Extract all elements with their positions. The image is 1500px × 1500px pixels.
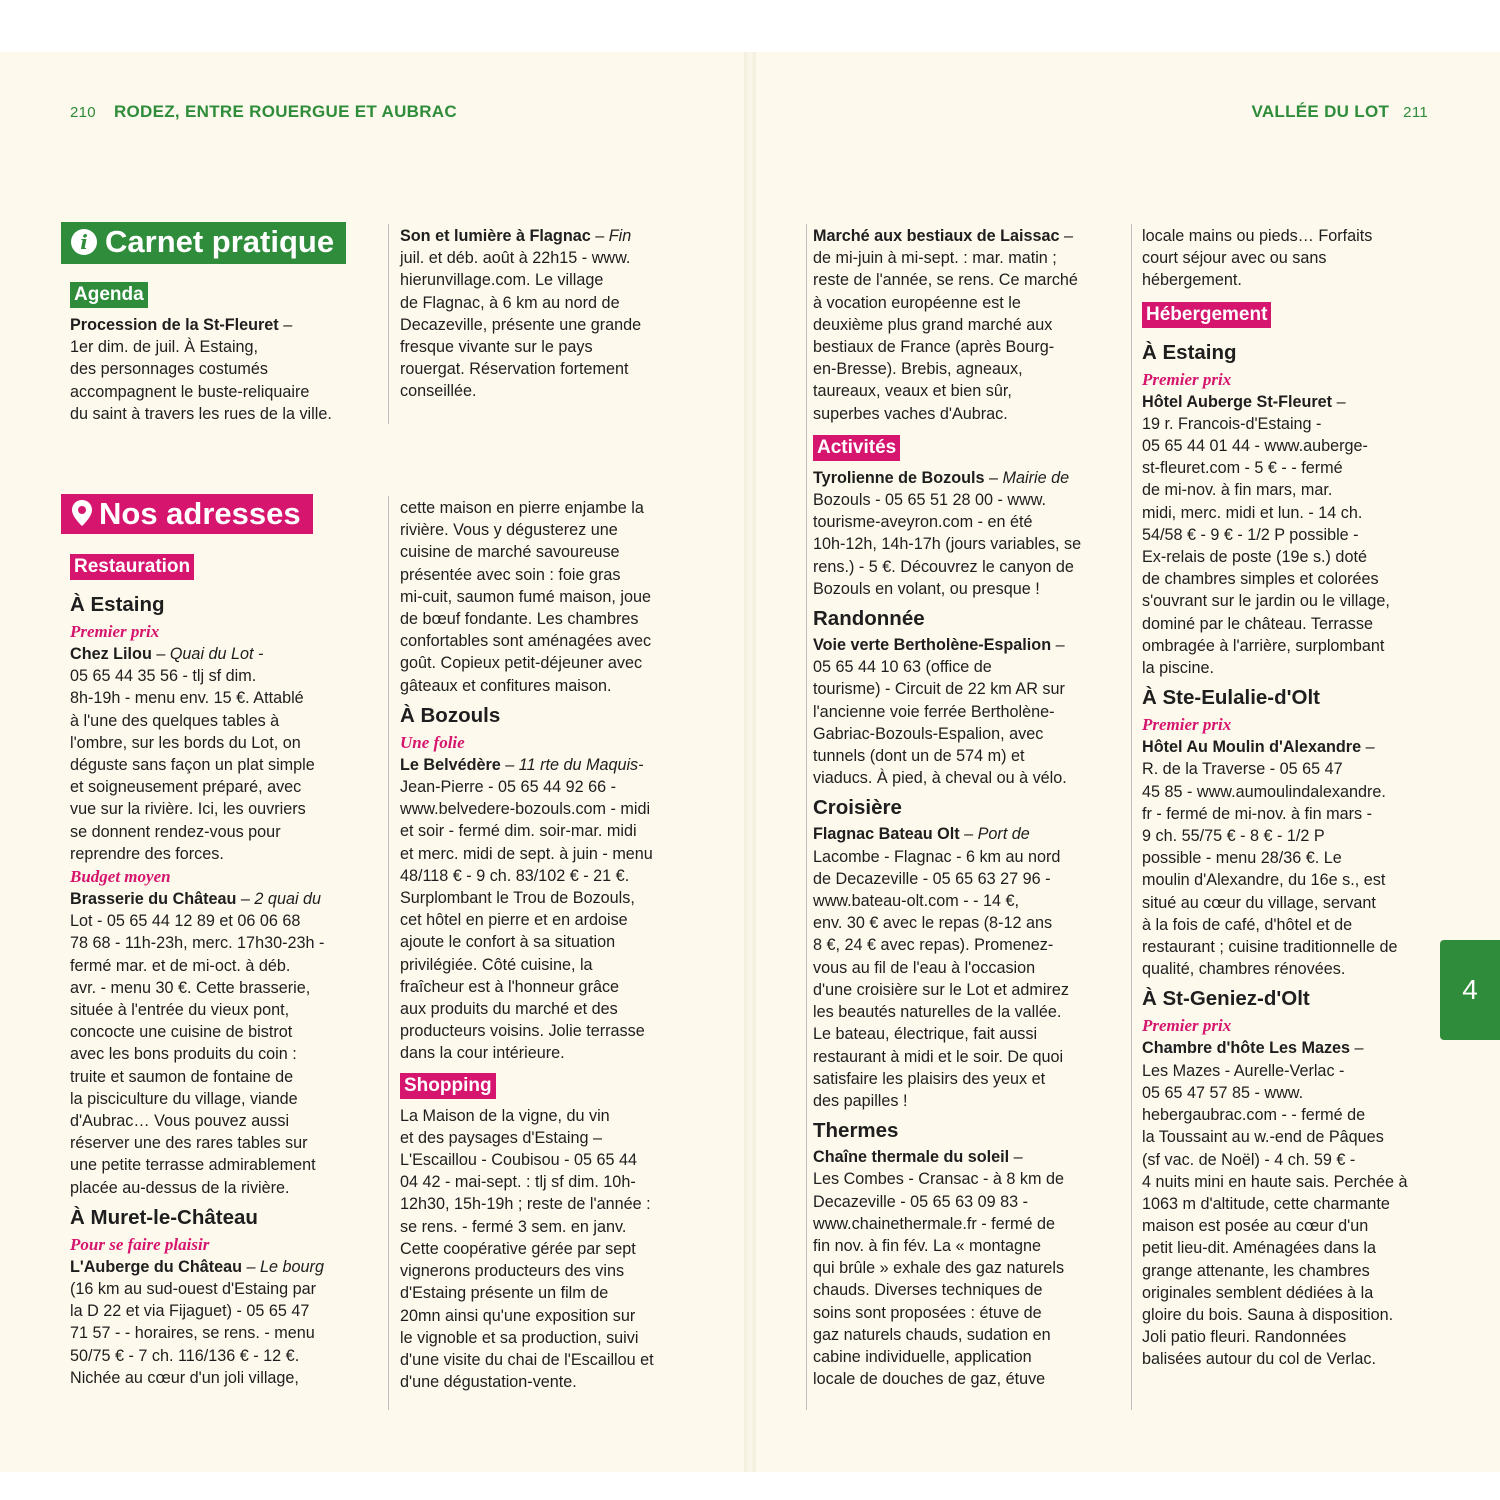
text-line: rouergat. Réservation fortement	[400, 360, 629, 379]
text-line: de bœuf fondante. Les chambres	[400, 610, 639, 629]
text-line: d'Aubrac… Vous pouvez aussi	[70, 1112, 290, 1131]
text-line: court séjour avec ou sans	[1142, 249, 1327, 268]
text-line: www.belvedere-bozouls.com - midi	[400, 800, 651, 819]
text-line: restaurant à midi et le soir. De quoi	[813, 1047, 1064, 1066]
text-line: réserver une des rares tables sur	[70, 1134, 308, 1153]
text-line: truite et saumon de fontaine de	[70, 1067, 294, 1086]
text-line: Nichée au cœur d'un joli village,	[70, 1368, 299, 1387]
text-line: gaz naturels chauds, sudation en	[813, 1325, 1051, 1344]
text-line: d'une croisière sur le Lot et admirez	[813, 980, 1069, 999]
text-line: locale de douches de gaz, étuve	[813, 1370, 1046, 1389]
text-line: Lacombe - Flagnac - 6 km au nord	[813, 847, 1061, 866]
text-line: et soir - fermé dim. soir-mar. midi	[400, 822, 637, 841]
text-line: en-Bresse). Brebis, agneaux,	[813, 360, 1023, 379]
text-line: fraîcheur est à l'honneur grâce	[400, 977, 620, 996]
text-line: Marché aux bestiaux de Laissac –	[813, 227, 1074, 245]
text-line: Ex-relais de poste (19e s.) doté	[1142, 548, 1367, 567]
croisiere-heading: Croisière	[813, 796, 902, 820]
text-line: 1er dim. de juil. À Estaing,	[70, 338, 259, 357]
text-line: dans la cour intérieure.	[400, 1044, 565, 1063]
text-line: se rens. - fermé 3 sem. en janv.	[400, 1217, 627, 1236]
une-folie-label: Une folie	[400, 732, 465, 752]
text-line: 8 €, 24 € avec repas). Promenez-	[813, 936, 1054, 955]
text-line: reprendre des forces.	[70, 844, 224, 863]
text-line: Bozouls en volant, ou presque !	[813, 579, 1040, 598]
text-line: des personnages costumés	[70, 360, 268, 379]
text-line: 10h-12h, 14h-17h (jours variables, se	[813, 535, 1082, 554]
hebergement-column	[1142, 225, 1437, 1371]
text-line: une petite terrasse admirablement	[70, 1156, 316, 1175]
text-line: Bozouls - 05 65 51 28 00 - www.	[813, 491, 1047, 510]
text-line: de chambres simples et colorées	[1142, 570, 1379, 589]
st-geniez-heading: À St-Geniez-d'Olt	[1142, 987, 1310, 1011]
text-line: ajoute le confort à sa situation	[400, 933, 616, 952]
text-line: grange attenante, les chambres	[1142, 1261, 1370, 1280]
text-line: superbes vaches d'Aubrac.	[813, 404, 1008, 423]
maison-vigne-entry	[400, 1105, 700, 1394]
text-line: conseillée.	[400, 382, 477, 401]
text-line: avec les bons produits du coin :	[70, 1045, 297, 1064]
text-line: maison est posée au cœur d'un	[1142, 1217, 1369, 1236]
column-divider	[806, 224, 807, 1410]
text-line: 8h-19h - menu env. 15 €. Attablé	[70, 689, 304, 708]
text-line: et soigneusement préparé, avec	[70, 778, 302, 797]
budget-moyen-label: Budget moyen	[70, 867, 171, 887]
text-line: env. 30 € avec le repas (8-12 ans	[813, 914, 1053, 933]
text-line: www.bateau-olt.com - - 14 €,	[813, 892, 1020, 911]
text-line: goût. Copieux petit-déjeuner avec	[400, 654, 643, 673]
map-pin-icon	[71, 499, 93, 527]
text-line: locale mains ou pieds… Forfaits	[1142, 227, 1373, 245]
text-line: viaducs. À pied, à cheval ou à vélo.	[813, 769, 1067, 788]
text-line: et merc. midi de sept. à juin - menu	[400, 844, 653, 863]
text-line: 05 65 44 01 44 - www.auberge-	[1142, 437, 1368, 456]
info-icon: i	[71, 229, 97, 255]
text-line: Decazeville, présente une grande	[400, 315, 642, 334]
text-line: 54/58 € - 9 € - 1/2 P possible -	[1142, 525, 1359, 544]
premier-prix-label: Premier prix	[1142, 369, 1232, 389]
text-line: concocte une cuisine de bistrot	[70, 1023, 293, 1042]
text-line: 04 42 - mai-sept. : tlj sf dim. 10h-	[400, 1173, 636, 1192]
ste-eulalie-heading: À Ste-Eulalie-d'Olt	[1142, 686, 1321, 710]
text-line: déguste sans façon un plat simple	[70, 756, 315, 775]
text-line: 71 57 - - horaires, se rens. - menu	[70, 1324, 315, 1343]
voie-verte-entry	[813, 634, 1113, 789]
text-line: Joli patio fleuri. Randonnées	[1142, 1328, 1347, 1347]
son-lumiere-entry	[400, 225, 700, 403]
text-line: Procession de la St-Fleuret –	[70, 316, 293, 334]
text-line: soins sont proposées : étuve de	[813, 1303, 1042, 1322]
text-line: hebergaubrac.com - - fermé de	[1142, 1106, 1366, 1125]
text-line: Voie verte Bertholène-Espalion –	[813, 636, 1065, 655]
text-line: confortables sont aménagées avec	[400, 632, 652, 651]
text-line: Chambre d'hôte Les Mazes –	[1142, 1039, 1364, 1058]
text-line: Chez Lilou – Quai du Lot -	[70, 645, 264, 663]
bozouls-column	[400, 497, 700, 1393]
text-line: privilégiée. Côté cuisine, la	[400, 955, 593, 974]
text-line: Le bateau, électrique, fait aussi	[813, 1025, 1038, 1044]
tyrolienne-entry	[813, 467, 1113, 600]
shopping-label: Shopping	[400, 1073, 496, 1099]
left-chapter-title: RODEZ, ENTRE ROUERGUE ET AUBRAC	[113, 102, 457, 121]
column-divider	[388, 496, 389, 1410]
text-line: satisfaire les plaisirs des yeux et	[813, 1069, 1046, 1088]
text-line: placée au-dessus de la rivière.	[70, 1178, 290, 1197]
text-line: gâteaux et confitures maison.	[400, 676, 612, 695]
column-divider	[1131, 224, 1132, 1410]
text-line: fermé mar. et de mi-oct. à déb.	[70, 956, 291, 975]
premier-prix-label: Premier prix	[1142, 1016, 1232, 1036]
text-line: (sf vac. de Noël) - 4 ch. 59 € -	[1142, 1150, 1356, 1169]
text-line: du saint à travers les rues de la ville.	[70, 404, 332, 423]
text-line: tunnels (dont un de 574 m) et	[813, 747, 1025, 766]
text-line: 78 68 - 11h-23h, merc. 17h30-23h -	[70, 934, 325, 953]
right-chapter-title: VALLÉE DU LOT	[1251, 102, 1390, 121]
text-line: Flagnac Bateau Olt – Port de	[813, 825, 1030, 844]
text-line: de Flagnac, à 6 km au nord de	[400, 293, 620, 312]
auberge-continued	[400, 497, 700, 697]
text-line: qualité, chambres rénovées.	[1142, 960, 1346, 979]
text-line: à l'une des quelques tables à	[70, 711, 280, 730]
text-line: de mi-juin à mi-sept. : mar. matin ;	[813, 249, 1057, 268]
premier-prix-label: Premier prix	[1142, 715, 1232, 735]
text-line: l'ombre, sur les bords du Lot, on	[70, 733, 301, 752]
text-line: Cette coopérative gérée par sept	[400, 1239, 636, 1258]
text-line: Decazeville - 05 65 63 09 83 -	[813, 1192, 1029, 1211]
book-gutter	[744, 52, 756, 1472]
text-line: Chaîne thermale du soleil –	[813, 1148, 1023, 1167]
procession-entry	[70, 314, 370, 425]
left-running-head	[70, 102, 457, 122]
text-line: 48/118 € - 9 ch. 83/102 € - 21 €.	[400, 866, 630, 885]
text-line: vue sur la rivière. Ici, les ouvriers	[70, 800, 306, 819]
text-line: fin nov. à fin fév. La « montagne	[813, 1236, 1041, 1255]
text-line: Surplombant le Trou de Bozouls,	[400, 889, 635, 908]
hotel-auberge-entry	[1142, 391, 1437, 680]
text-line: 1063 m d'altitude, cette charmante	[1142, 1194, 1390, 1213]
text-line: 9 ch. 55/75 € - 8 € - 1/2 P	[1142, 827, 1325, 846]
text-line: balisées autour du col de Verlac.	[1142, 1350, 1376, 1369]
text-line: (16 km au sud-ouest d'Estaing par	[70, 1280, 317, 1299]
text-line: chauds. Diverses techniques de	[813, 1281, 1043, 1300]
text-line: cet hôtel en pierre et en ardoise	[400, 911, 628, 930]
text-line: 05 65 44 35 56 - tlj sf dim.	[70, 667, 257, 686]
chez-lilou-entry	[70, 643, 370, 865]
text-line: producteurs voisins. Jolie terrasse	[400, 1022, 645, 1041]
marche-bestiaux-entry	[813, 225, 1113, 425]
muret-heading: À Muret-le-Château	[70, 1205, 258, 1229]
text-line: rens.) - 5 €. Découvrez le canyon de	[813, 557, 1074, 576]
text-line: s'ouvrant sur le jardin ou le village,	[1142, 592, 1390, 611]
activites-column	[813, 225, 1113, 1390]
text-line: accompagnent le buste-reliquaire	[70, 382, 310, 401]
flagnac-bateau-entry	[813, 823, 1113, 1112]
text-line: possible - menu 28/36 €. Le	[1142, 849, 1342, 868]
carnet-pratique-heading: i Carnet pratique	[61, 222, 346, 264]
restauration-label: Restauration	[70, 554, 194, 580]
text-line: d'une dégustation-vente.	[400, 1373, 577, 1392]
text-line: 12h30, 15h-19h ; reste de l'année :	[400, 1195, 651, 1214]
text-line: R. de la Traverse - 05 65 47	[1142, 760, 1343, 779]
text-line: d'Estaing présente un film de	[400, 1284, 609, 1303]
chaine-continued	[1142, 225, 1437, 292]
belvedere-entry	[400, 754, 700, 1065]
text-line: se donnent rendez-vous pour	[70, 822, 281, 841]
text-line: 19 r. Francois-d'Estaing -	[1142, 414, 1322, 433]
text-line: bestiaux de France (après Bourg-	[813, 338, 1055, 357]
randonnee-heading: Randonnée	[813, 607, 925, 631]
text-line: 45 85 - www.aumoulindalexandre.	[1142, 782, 1386, 801]
chapter-tab: 4	[1440, 940, 1500, 1040]
agenda-label: Agenda	[70, 282, 148, 308]
restauration-column	[70, 554, 370, 1389]
text-line: à la fois de café, d'hôtel et de	[1142, 915, 1353, 934]
mazes-entry	[1142, 1037, 1437, 1370]
premier-prix-label: Premier prix	[70, 622, 160, 641]
text-line: qui brûle » exhale des gaz naturels	[813, 1259, 1065, 1278]
text-line: cette maison en pierre enjambe la	[400, 499, 644, 517]
text-line: reste de l'année, se rens. Ce marché	[813, 271, 1078, 290]
moulin-entry	[1142, 736, 1437, 980]
hebergement-label: Hébergement	[1142, 302, 1271, 328]
text-line: www.chainethermale.fr - fermé de	[813, 1214, 1056, 1233]
right-page-number: 211	[1403, 104, 1428, 121]
estaing-heading-right: À Estaing	[1142, 340, 1237, 364]
text-line: Son et lumière à Flagnac – Fin	[400, 227, 632, 245]
text-line: la pisciculture du village, viande	[70, 1089, 298, 1108]
text-line: des papilles !	[813, 1091, 908, 1110]
text-line: moulin d'Alexandre, du 16e s., est	[1142, 871, 1386, 890]
text-line: st-fleuret.com - 5 € - - fermé	[1142, 459, 1343, 478]
text-line: la piscine.	[1142, 659, 1214, 678]
text-line: Lot - 05 65 44 12 89 et 06 06 68	[70, 912, 301, 931]
text-line: le vignoble et sa production, suivi	[400, 1328, 639, 1347]
text-line: taureaux, veaux et bien sûr,	[813, 382, 1012, 401]
text-line: Hôtel Auberge St-Fleuret –	[1142, 392, 1346, 411]
auberge-chateau-entry	[70, 1256, 370, 1389]
text-line: dominé par le château. Terrasse	[1142, 614, 1373, 633]
text-line: gloire du bois. Sauna à disposition.	[1142, 1305, 1394, 1324]
left-page-number: 210	[70, 104, 96, 121]
text-line: Les Combes - Cransac - à 8 km de	[813, 1170, 1065, 1189]
text-line: vignerons producteurs des vins	[400, 1262, 625, 1281]
text-line: hébergement.	[1142, 271, 1242, 290]
text-line: juil. et déb. août à 22h15 - www.	[400, 249, 631, 268]
text-line: Brasserie du Château – 2 quai du	[70, 890, 322, 909]
text-line: de mi-nov. à fin mars, mar.	[1142, 481, 1333, 500]
text-line: l'ancienne voie ferrée Bertholène-	[813, 702, 1055, 721]
text-line: fresque vivante sur le pays	[400, 338, 593, 357]
text-line: aux produits du marché et des	[400, 1000, 618, 1019]
text-line: cuisine de marché savoureuse	[400, 543, 620, 562]
text-line: hierunvillage.com. Le village	[400, 271, 604, 290]
text-line: vous au fil de l'eau à l'occasion	[813, 958, 1036, 977]
text-line: avr. - menu 30 €. Cette brasserie,	[70, 978, 311, 997]
pour-se-faire-plaisir-label: Pour se faire plaisir	[70, 1234, 210, 1254]
text-line: rivière. Vous y dégusterez une	[400, 521, 618, 540]
text-line: ombragée à l'arrière, surplombant	[1142, 636, 1385, 655]
text-line: fr - fermé de mi-nov. à fin mars -	[1142, 804, 1372, 823]
bozouls-heading: À Bozouls	[400, 703, 501, 727]
estaing-heading: À Estaing	[70, 593, 165, 616]
text-line: situé au cœur du village, servant	[1142, 893, 1376, 912]
text-line: présentée avec soin : foie gras	[400, 565, 621, 584]
text-line: tourisme-aveyron.com - en été	[813, 513, 1033, 532]
activites-label: Activités	[813, 435, 900, 461]
text-line: à vocation européenne est le	[813, 293, 1021, 312]
text-line: L'Escaillou - Coubisou - 05 65 44	[400, 1151, 638, 1170]
text-line: d'une visite du chai de l'Escaillou et	[400, 1350, 654, 1369]
text-line: Tyrolienne de Bozouls – Mairie de	[813, 468, 1070, 487]
text-line: deuxième plus grand marché aux	[813, 315, 1053, 334]
text-line: les beautés naturelles de la vallée.	[813, 1003, 1062, 1022]
agenda-column	[70, 282, 370, 425]
text-line: 4 nuits mini en haute sais. Perchée à	[1142, 1172, 1408, 1191]
text-line: de Decazeville - 05 65 63 27 96 -	[813, 869, 1051, 888]
text-line: restaurant ; cuisine traditionnelle de	[1142, 938, 1398, 957]
text-line: la Toussaint au w.-end de Pâques	[1142, 1128, 1384, 1147]
thermes-heading: Thermes	[813, 1119, 899, 1143]
column-divider	[388, 224, 389, 424]
nos-adresses-heading: Nos adresses	[61, 494, 313, 534]
text-line: L'Auberge du Château – Le bourg	[70, 1257, 324, 1276]
son-lumiere-column	[400, 225, 700, 403]
text-line: Jean-Pierre - 05 65 44 92 66 -	[400, 778, 616, 797]
right-running-head	[1251, 102, 1428, 122]
text-line: 05 65 47 57 85 - www.	[1142, 1083, 1304, 1102]
chaine-thermale-entry	[813, 1146, 1113, 1390]
text-line: Gabriac-Bozouls-Espalion, avec	[813, 724, 1044, 743]
text-line: Hôtel Au Moulin d'Alexandre –	[1142, 738, 1375, 757]
text-line: cabine individuelle, application	[813, 1347, 1032, 1366]
text-line: petit lieu-dit. Aménagées dans la	[1142, 1239, 1376, 1258]
text-line: située à l'entrée du vieux pont,	[70, 1001, 290, 1020]
text-line: 05 65 44 10 63 (office de	[813, 658, 992, 677]
text-line: et des paysages d'Estaing –	[400, 1128, 602, 1147]
text-line: Les Mazes - Aurelle-Verlac -	[1142, 1061, 1345, 1080]
text-line: Le Belvédère – 11 rte du Maquis-	[400, 755, 644, 774]
text-line: tourisme) - Circuit de 22 km AR sur	[813, 680, 1065, 699]
text-line: 50/75 € - 7 ch. 116/136 € - 12 €.	[70, 1346, 300, 1365]
brasserie-entry	[70, 888, 370, 1199]
text-line: La Maison de la vigne, du vin	[400, 1106, 610, 1125]
text-line: la D 22 et via Fijaguet) - 05 65 47	[70, 1302, 310, 1321]
text-line: 20mn ainsi qu'une exposition sur	[400, 1306, 636, 1325]
text-line: midi, merc. midi et lun. - 14 ch.	[1142, 503, 1363, 522]
text-line: mi-cuit, saumon fumé maison, joue	[400, 587, 652, 606]
text-line: originales semblent dédiées à la	[1142, 1283, 1374, 1302]
